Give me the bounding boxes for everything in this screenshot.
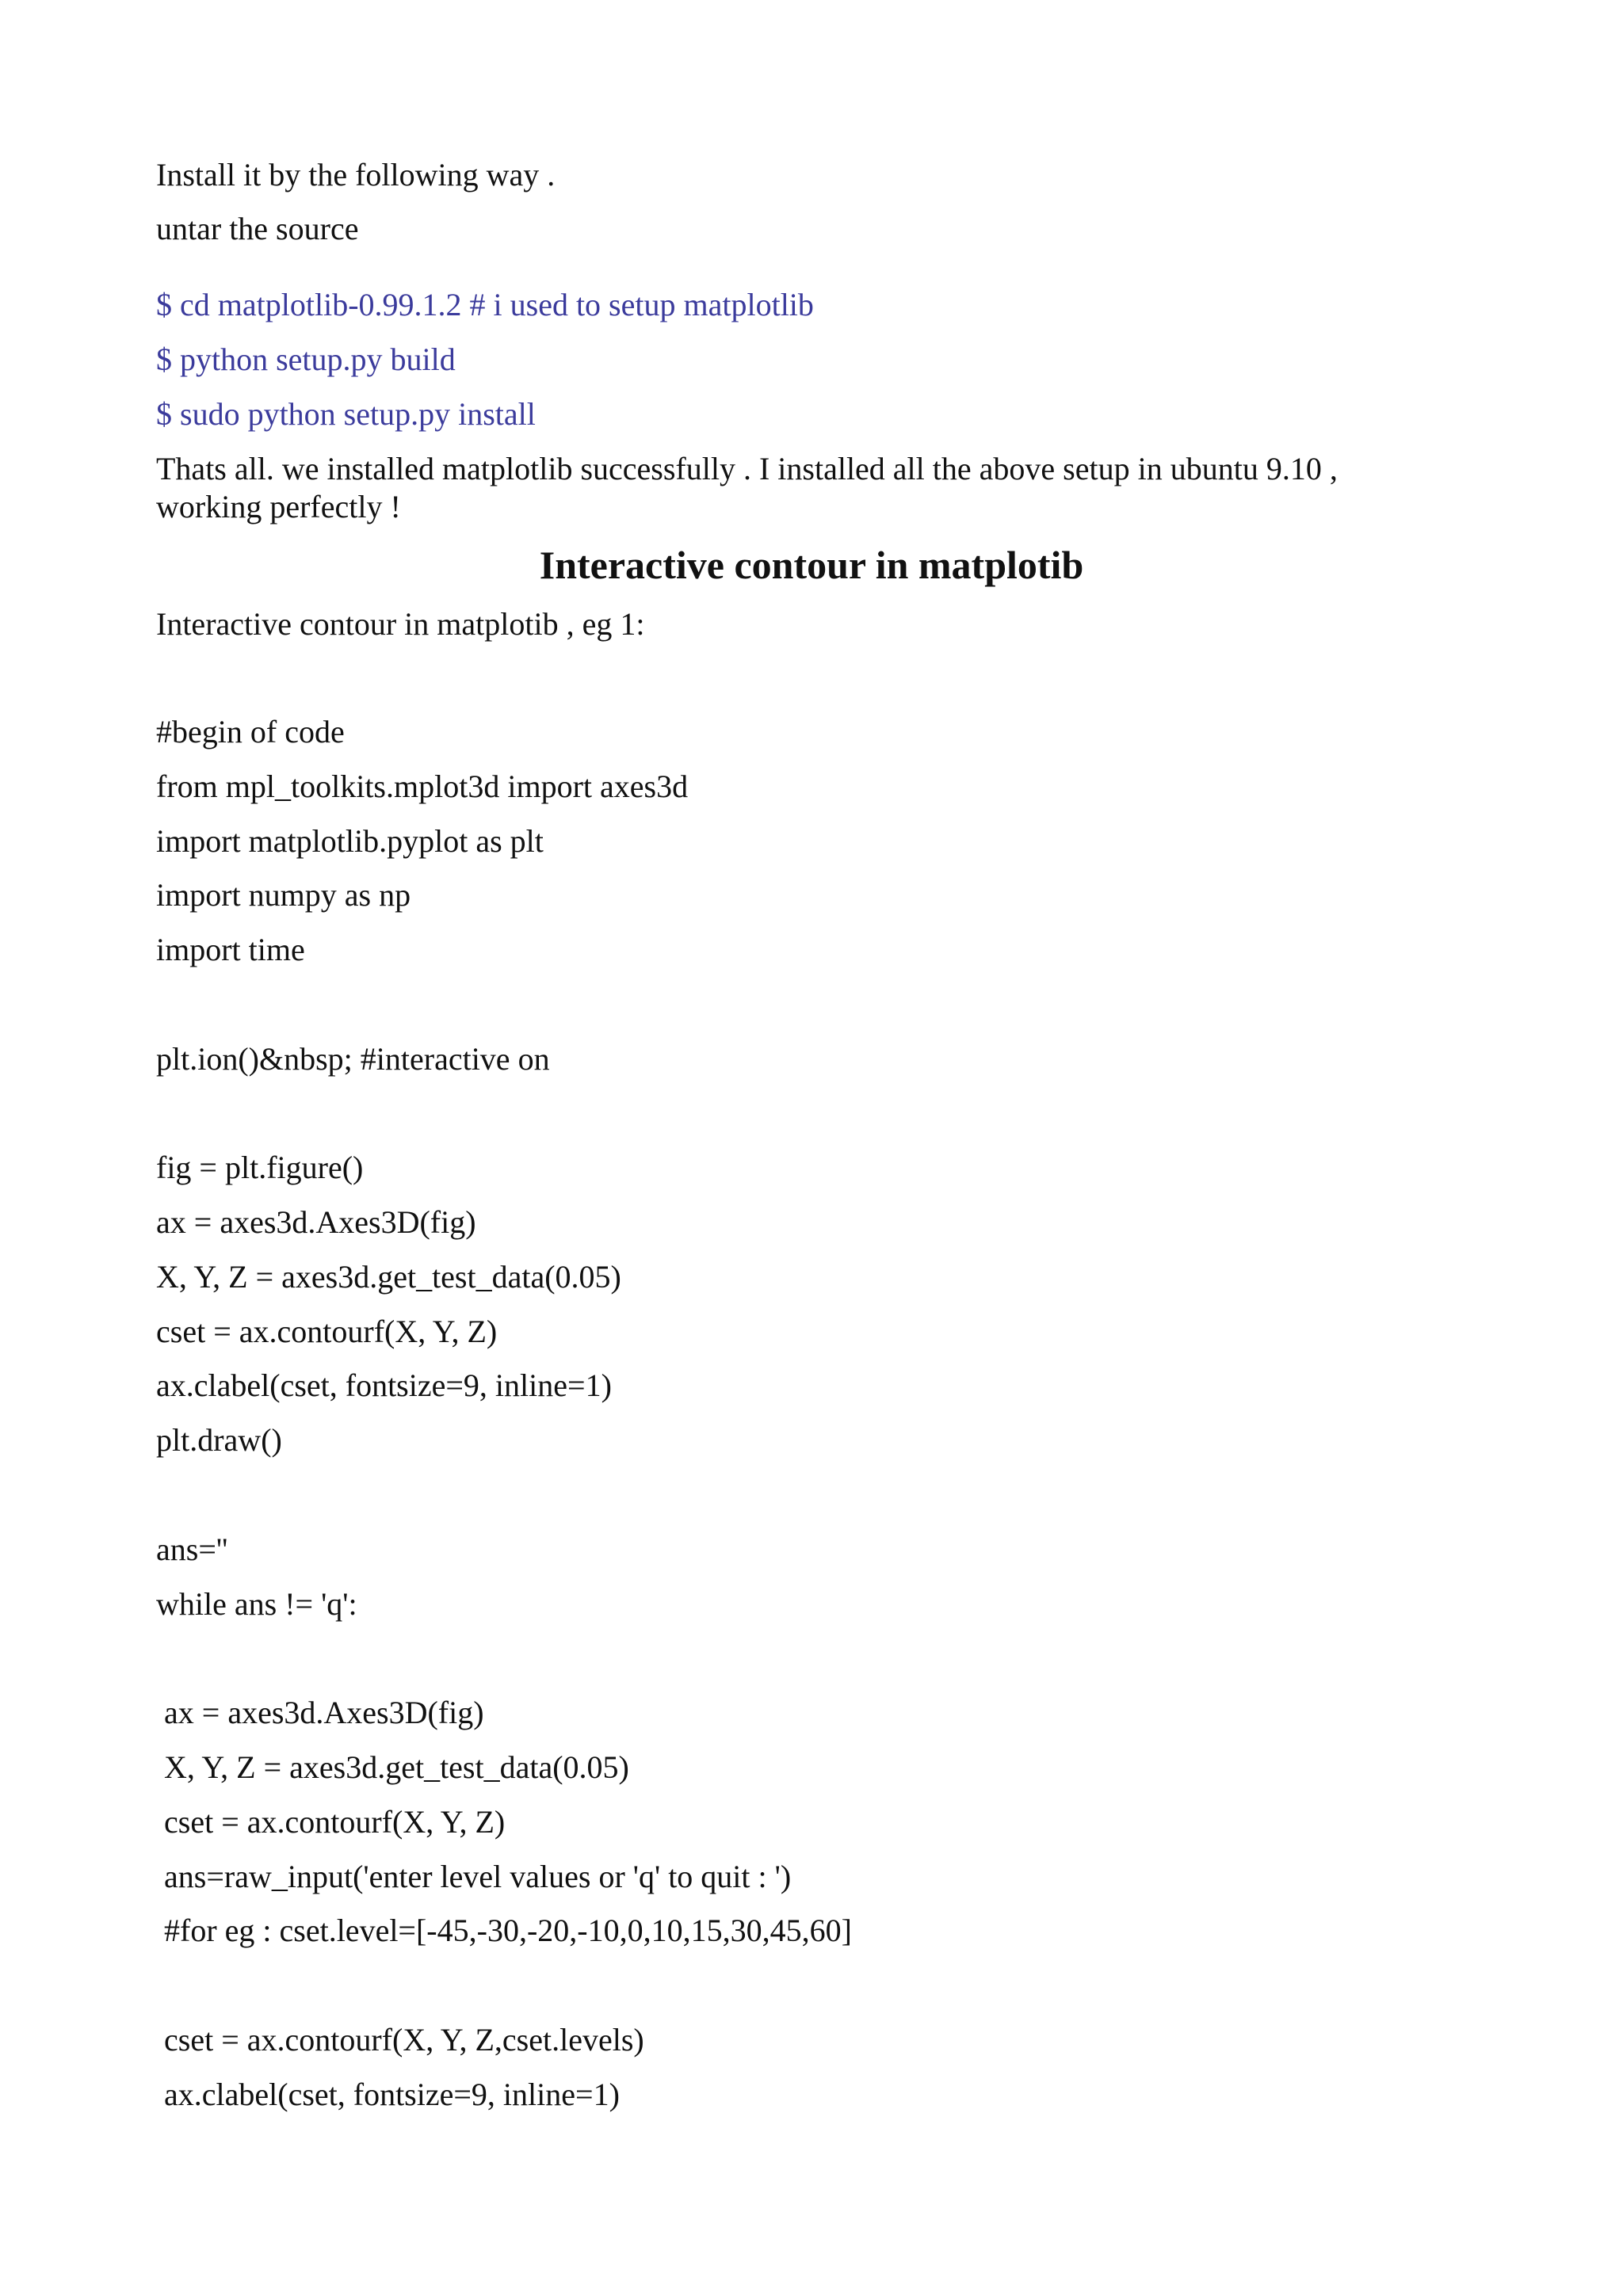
code-line: ax.clabel(cset, fontsize=9, inline=1): [164, 2077, 620, 2112]
code-line: ax.clabel(cset, fontsize=9, inline=1): [156, 1367, 612, 1403]
code-line: #for eg : cset.level=[-45,-30,-20,-10,0,10,15,30,45,60]: [164, 1913, 852, 1948]
code-line: ax = axes3d.Axes3D(fig): [164, 1695, 484, 1730]
code-line: ans='': [156, 1531, 228, 1567]
closing-paragraph: Thats all. we installed matplotlib successfully . I installed all the above setup in ubuntu 9.10 , working perfectly !: [156, 451, 1338, 524]
code-line: #begin of code: [156, 714, 345, 749]
section-subtitle: Interactive contour in matplotib , eg 1:: [156, 606, 645, 642]
code-line: ans=raw_input('enter level values or 'q' to quit : '): [164, 1859, 792, 1894]
code-line: plt.draw(): [156, 1422, 282, 1458]
code-line: cset = ax.contourf(X, Y, Z): [156, 1314, 498, 1349]
code-line: while ans != 'q':: [156, 1586, 357, 1622]
intro-line-1: Install it by the following way .: [156, 157, 556, 193]
code-line: import numpy as np: [156, 877, 411, 913]
code-line: fig = plt.figure(): [156, 1150, 364, 1185]
code-line: cset = ax.contourf(X, Y, Z): [164, 1804, 506, 1840]
code-line: from mpl_toolkits.mplot3d import axes3d: [156, 769, 689, 804]
code-line: ax = axes3d.Axes3D(fig): [156, 1204, 476, 1240]
code-line: import matplotlib.pyplot as plt: [156, 823, 544, 859]
code-line: import time: [156, 932, 305, 967]
code-line: X, Y, Z = axes3d.get_test_data(0.05): [164, 1749, 629, 1785]
code-line: cset = ax.contourf(X, Y, Z,cset.levels): [164, 2022, 644, 2058]
intro-line-2: untar the source: [156, 211, 359, 246]
command-line-3: $ sudo python setup.py install: [156, 396, 536, 432]
section-heading: Interactive contour in matplotib: [539, 543, 1084, 587]
command-line-2: $ python setup.py build: [156, 341, 456, 377]
code-line: X, Y, Z = axes3d.get_test_data(0.05): [156, 1259, 621, 1295]
code-line: plt.ion()&nbsp; #interactive on: [156, 1041, 550, 1077]
command-line-1: $ cd matplotlib-0.99.1.2 # i used to setup matplotlib: [156, 287, 814, 322]
